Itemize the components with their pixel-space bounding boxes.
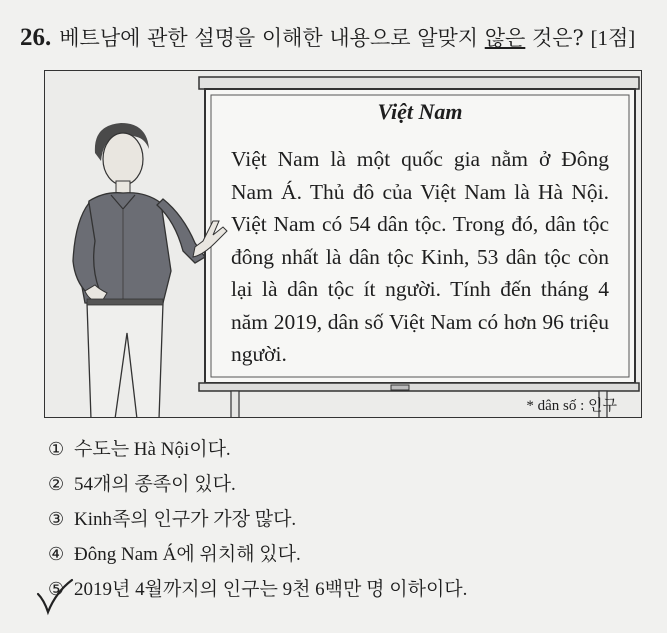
question-number: 26. bbox=[20, 24, 52, 51]
vocabulary-footnote: * dân số : 인구 bbox=[526, 398, 617, 414]
option-text: Kinh족의 인구가 가장 많다. bbox=[74, 509, 297, 530]
board-title: Việt Nam bbox=[377, 99, 463, 124]
option-number: ④ bbox=[48, 544, 65, 565]
answer-options bbox=[48, 432, 467, 607]
question-points: [1점] bbox=[590, 26, 636, 50]
option-number: ③ bbox=[48, 509, 65, 530]
question-negative-word: 않은 bbox=[484, 26, 526, 50]
answer-option-2[interactable] bbox=[48, 467, 467, 502]
presenter-figure bbox=[73, 123, 227, 418]
option-text: 54개의 종족이 있다. bbox=[74, 474, 236, 495]
answer-option-4[interactable] bbox=[48, 537, 467, 572]
presentation-board bbox=[45, 71, 642, 418]
option-text: 수도는 Hà Nội이다. bbox=[74, 439, 231, 460]
answer-option-5[interactable] bbox=[48, 572, 467, 607]
option-number: ① bbox=[48, 439, 65, 460]
board-paragraph: Việt Nam là một quốc gia nằm ở Đông Nam Á. Thủ đô của Việt Nam là Hà Nội. Việt Nam có 54 dân tộc. Trong đó, dân tộc đông nhất là dân tộc Kinh, 53 dân tộc còn lại là dân tộc ít người. Tính đến tháng 4 năm 2019, dân số Việt Nam có hơn 96 triệu người. bbox=[231, 147, 609, 366]
option-number: ② bbox=[48, 474, 65, 495]
board-eraser bbox=[391, 385, 409, 390]
board-ledge bbox=[199, 383, 639, 391]
option-text: Đông Nam Á에 위치해 있다. bbox=[74, 544, 301, 565]
option-number: ⑤ bbox=[48, 579, 65, 600]
answer-option-3[interactable] bbox=[48, 502, 467, 537]
question-stem bbox=[20, 22, 635, 52]
question-text: 베트남에 관한 설명을 이해한 내용으로 알맞지 bbox=[59, 26, 485, 50]
question-text-end: 것은? bbox=[525, 26, 584, 50]
answer-option-1[interactable] bbox=[48, 432, 467, 467]
board-top-roller bbox=[199, 77, 639, 89]
option-text: 2019년 4월까지의 인구는 9천 6백만 명 이하이다. bbox=[74, 579, 468, 600]
illustration-box bbox=[44, 70, 642, 418]
board-leg-left bbox=[231, 391, 239, 418]
checkmark-icon bbox=[34, 578, 74, 618]
